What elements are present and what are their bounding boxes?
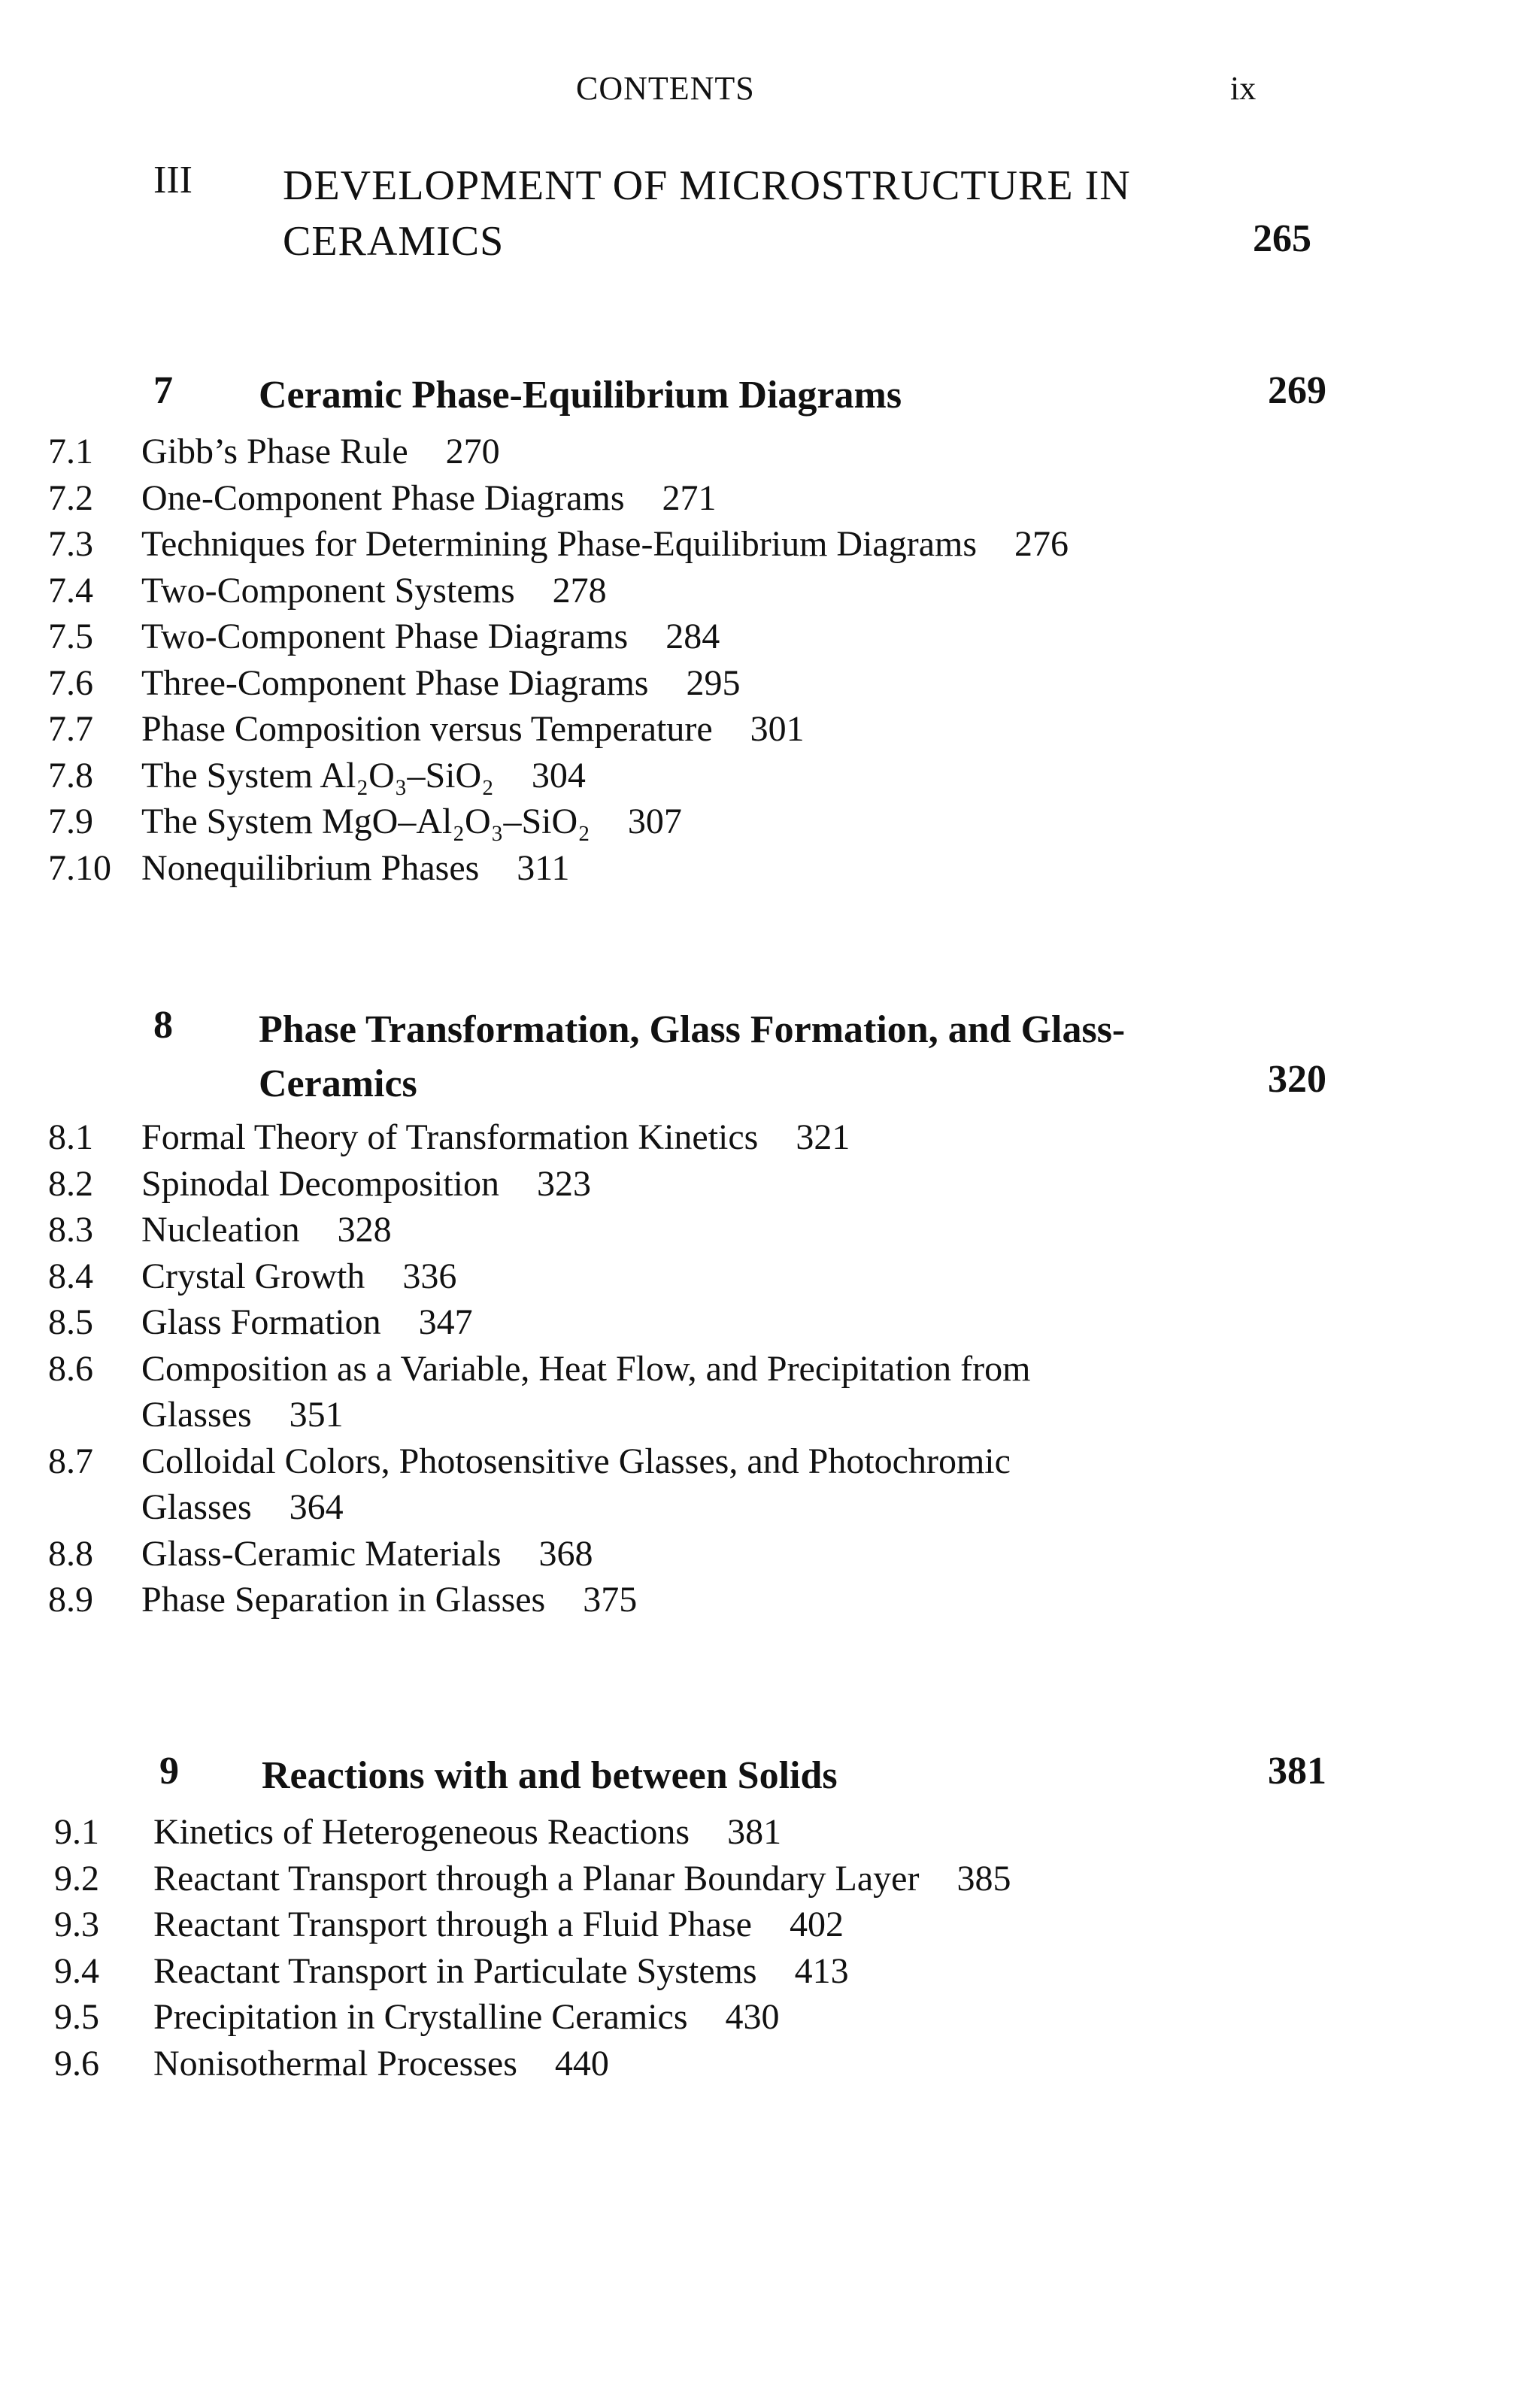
- section-page-number: 336: [402, 1256, 457, 1296]
- toc-entry: [54, 1809, 1326, 1856]
- toc-entry: [48, 660, 1326, 707]
- part-number: III: [153, 159, 192, 202]
- toc-entry: [48, 1253, 1326, 1300]
- section-number: 8.2: [48, 1163, 93, 1204]
- running-head-title: CONTENTS: [576, 70, 755, 107]
- section-title: Kinetics of Heterogeneous Reactions: [153, 1812, 690, 1852]
- toc-entry: [48, 706, 1326, 753]
- toc-entry: [48, 1531, 1326, 1577]
- section-number: 7.4: [48, 570, 93, 611]
- section-title: Crystal Growth: [141, 1256, 365, 1296]
- toc-entry: [48, 1114, 1326, 1161]
- section-title: Glass-Ceramic Materials: [141, 1533, 502, 1574]
- toc-entry: [48, 1577, 1326, 1623]
- section-page-number: 440: [554, 2043, 609, 2083]
- section-page-number: 328: [337, 1210, 392, 1250]
- chapter-8: [48, 1003, 1326, 1623]
- toc-entry: [48, 1438, 1029, 1531]
- toc-entry: [48, 429, 1326, 475]
- section-title: Phase Composition versus Temperature: [141, 709, 713, 749]
- section-page-number: 385: [956, 1858, 1011, 1899]
- section-title: The System MgO–Al₂O₃–SiO₂: [141, 802, 590, 841]
- section-title: Reactant Transport through a Planar Boundary Layer: [153, 1858, 920, 1899]
- section-number: 8.4: [48, 1256, 93, 1296]
- section-title: Techniques for Determining Phase-Equilibrium Diagrams: [141, 524, 978, 564]
- section-page-number: 311: [517, 847, 570, 888]
- section-page-number: 304: [531, 755, 586, 796]
- section-page-number: 295: [686, 662, 741, 703]
- toc-entry: [48, 1346, 1224, 1438]
- section-number: 7.7: [48, 709, 93, 749]
- chapter-heading: [48, 1003, 1326, 1114]
- section-number: 9.1: [54, 1812, 99, 1852]
- toc-entry: [48, 568, 1326, 614]
- chapter-page-number: 381: [1268, 1750, 1326, 1793]
- section-page-number: 276: [1014, 524, 1069, 564]
- section-title: Reactant Transport in Particulate Systems: [153, 1950, 757, 1991]
- chapter-9: [48, 1749, 1326, 2087]
- toc-entry: [54, 1948, 1326, 1995]
- running-head: [0, 69, 1540, 114]
- section-number: 7.5: [48, 617, 93, 656]
- section-page-number: 321: [796, 1117, 850, 1157]
- section-number: 8.1: [48, 1117, 93, 1157]
- part-page-number: 265: [1253, 217, 1311, 260]
- section-number: 8.7: [48, 1441, 93, 1481]
- section-page-number: 270: [445, 432, 500, 471]
- chapter-number: 9: [159, 1750, 179, 1793]
- section-page-number: 413: [794, 1950, 849, 1991]
- section-number: 7.2: [48, 477, 93, 518]
- section-page-number: 381: [727, 1812, 782, 1852]
- section-page-number: 323: [536, 1163, 591, 1204]
- section-title: Nonequilibrium Phases: [141, 847, 480, 888]
- section-title: Spinodal Decomposition: [141, 1163, 499, 1204]
- chapter-number: 8: [153, 1004, 173, 1047]
- section-number: 7.1: [48, 432, 93, 471]
- toc-entry: [54, 1994, 1326, 2041]
- section-title: Reactant Transport through a Fluid Phase: [153, 1905, 752, 1944]
- toc-entry: [48, 614, 1326, 660]
- chapter-title: Phase Transformation, Glass Formation, and Glass-Ceramics: [259, 1008, 1126, 1105]
- section-number: 9.6: [54, 2043, 99, 2083]
- section-page-number: 351: [289, 1395, 344, 1435]
- section-list: [54, 1809, 1326, 2087]
- toc-entry: [48, 753, 1326, 799]
- toc-entry: [48, 1207, 1326, 1253]
- section-number: 8.5: [48, 1302, 93, 1342]
- section-number: 8.6: [48, 1348, 93, 1389]
- toc-entry: [48, 845, 1326, 892]
- section-title: Precipitation in Crystalline Ceramics: [153, 1997, 688, 2037]
- section-list: [48, 1114, 1326, 1623]
- toc-entry: [54, 1856, 1326, 1902]
- chapter-number: 7: [153, 369, 173, 412]
- section-number: 8.3: [48, 1210, 93, 1250]
- section-page-number: 271: [662, 477, 717, 518]
- running-head-page-number: ix: [1230, 70, 1257, 107]
- section-number: 9.5: [54, 1997, 99, 2037]
- section-number: 7.9: [48, 802, 93, 841]
- section-title: Nucleation: [141, 1210, 300, 1250]
- section-title: Two-Component Systems: [141, 570, 515, 611]
- section-title: Composition as a Variable, Heat Flow, and Precipitation from Glasses: [141, 1348, 1031, 1435]
- part-title: DEVELOPMENT OF MICROSTRUCTURE IN CERAMICS: [283, 162, 1131, 265]
- toc-entry: [48, 475, 1326, 522]
- section-page-number: 284: [665, 617, 720, 656]
- section-number: 7.10: [48, 847, 111, 888]
- section-list: [48, 429, 1326, 891]
- section-page-number: 301: [750, 709, 805, 749]
- section-title: Phase Separation in Glasses: [141, 1580, 546, 1620]
- section-page-number: 307: [627, 802, 682, 841]
- section-number: 7.8: [48, 755, 93, 796]
- section-number: 7.3: [48, 524, 93, 564]
- chapter-page-number: 269: [1268, 369, 1326, 412]
- section-page-number: 364: [289, 1487, 344, 1527]
- section-title: Colloidal Colors, Photosensitive Glasses, and Photochromic Glasses: [141, 1441, 1011, 1527]
- chapter-page-number: 320: [1268, 1058, 1326, 1101]
- toc-entry: [48, 799, 1326, 845]
- section-number: 8.8: [48, 1533, 93, 1574]
- toc-entry: [48, 521, 1326, 568]
- section-title: Formal Theory of Transformation Kinetics: [141, 1117, 759, 1157]
- section-title: Two-Component Phase Diagrams: [141, 617, 629, 656]
- section-number: 8.9: [48, 1580, 93, 1620]
- section-title: Glass Formation: [141, 1302, 381, 1342]
- toc-entry: [54, 1902, 1326, 1948]
- section-title: Three-Component Phase Diagrams: [141, 662, 649, 703]
- section-title: Nonisothermal Processes: [153, 2043, 517, 2083]
- part-heading: [153, 158, 1311, 271]
- section-page-number: 278: [552, 570, 607, 611]
- chapter-heading: [48, 368, 1326, 429]
- section-number: 9.3: [54, 1905, 99, 1944]
- chapter-title: Reactions with and between Solids: [262, 1754, 838, 1797]
- section-page-number: 430: [725, 1997, 780, 2037]
- toc-entry: [48, 1299, 1326, 1346]
- section-number: 7.6: [48, 662, 93, 703]
- section-page-number: 375: [583, 1580, 638, 1620]
- section-title: One-Component Phase Diagrams: [141, 477, 625, 518]
- section-title: Gibb’s Phase Rule: [141, 432, 408, 471]
- toc-entry: [54, 2041, 1326, 2087]
- chapter-title: Ceramic Phase-Equilibrium Diagrams: [259, 374, 902, 417]
- toc-entry: [48, 1161, 1326, 1208]
- section-title: The System Al₂O₃–SiO₂: [141, 755, 494, 796]
- section-number: 9.2: [54, 1858, 99, 1899]
- section-page-number: 402: [789, 1905, 844, 1944]
- section-page-number: 347: [418, 1302, 473, 1342]
- section-page-number: 368: [538, 1533, 593, 1574]
- chapter-heading: [48, 1749, 1326, 1809]
- chapter-7: [48, 368, 1326, 891]
- section-number: 9.4: [54, 1950, 99, 1991]
